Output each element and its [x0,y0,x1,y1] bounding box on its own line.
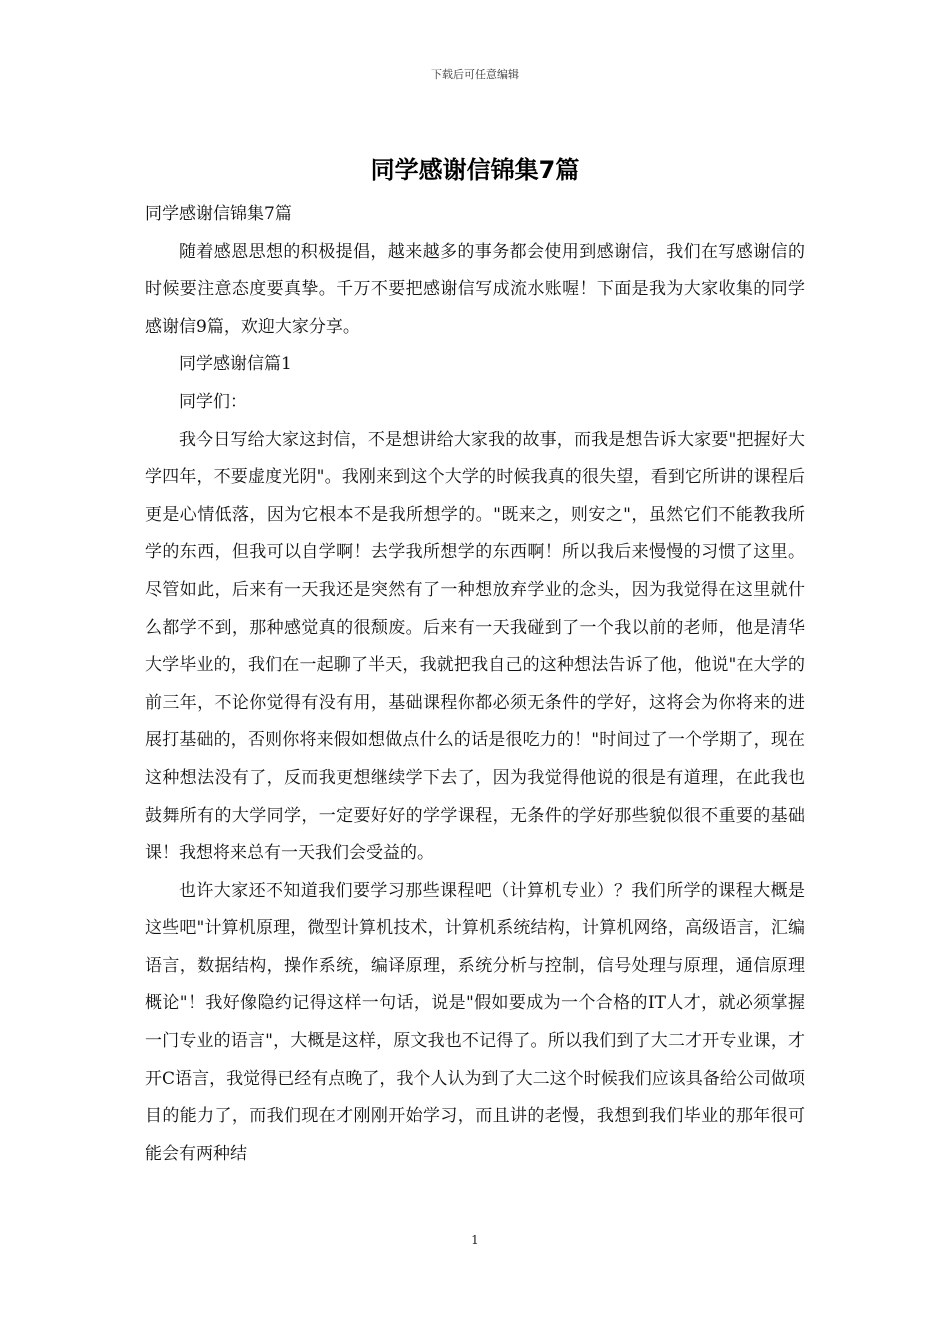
paragraph-body-2: 也许大家还不知道我们要学习那些课程吧（计算机专业）？我们所学的课程大概是这些吧"计算机原理，微型计算机技术，计算机系统结构，计算机网络，高级语言，汇编语言，数据结构，操作系统，编译原理，系统分析与控制，信号处理与原理，通信原理概论"！我好像隐约记得这样一句话，说是"假如要成为一个合格的IT人才，就必须掌握一门专业的语言"，大概是这样，原文我也不记得了。所以我们到了大二才开专业课，才开C语言，我觉得已经有点晚了，我个人认为到了大二这个时候我们应该具备给公司做项目的能力了，而我们现在才刚刚开始学习，而且讲的老慢，我想到我们毕业的那年很可能会有两种结 [145,880,805,1164]
section-heading: 同学感谢信篇1 [179,354,292,375]
paragraph-body-1: 我今日写给大家这封信，不是想讲给大家我的故事，而我是想告诉大家要"把握好大学四年，不要虚度光阴"。我刚来到这个大学的时候我真的很失望，看到它所讲的课程后更是心情低落，因为它根本不是我所想学的。"既来之，则安之"，虽然它们不能教我所学的东西，但我可以自学啊！去学我所想学的东西啊！所以我后来慢慢的习惯了这里。尽管如此，后来有一天我还是突然有了一种想放弃学业的念头，因为我觉得在这里就什么都学不到，那种感觉真的很颓废。后来有一天我碰到了一个我以前的老师，他是清华大学毕业的，我们在一起聊了半天，我就把我自己的这种想法告诉了他，他说"在大学的前三年，不论你觉得有没有用，基础课程你都必须无条件的学好，这将会为你将来的进展打基础的，否则你将来假如想做点什么的话是很吃力的！"时间过了一个学期了，现在这种想法没有了，反而我更想继续学下去了，因为我觉得他说的很是有道理，在此我也鼓舞所有的大学同学，一定要好好的学学课程，无条件的学好那些貌似很不重要的基础课！我想将来总有一天我们会受益的。 [145,429,805,864]
paragraph-intro: 随着感恩思想的积极提倡，越来越多的事务都会使用到感谢信，我们在写感谢信的时候要注意态度要真挚。千万不要把感谢信写成流水账喔！下面是我为大家收集的同学感谢信9篇，欢迎大家分享。 [145,241,805,337]
page-number: 1 [471,1233,479,1247]
header-note: 下载后可任意编辑 [431,68,519,81]
document-body [145,196,805,1173]
subtitle-line: 同学感谢信锦集7篇 [145,204,292,224]
document-title: 同学感谢信锦集7篇 [370,156,580,184]
salutation: 同学们： [179,391,247,412]
